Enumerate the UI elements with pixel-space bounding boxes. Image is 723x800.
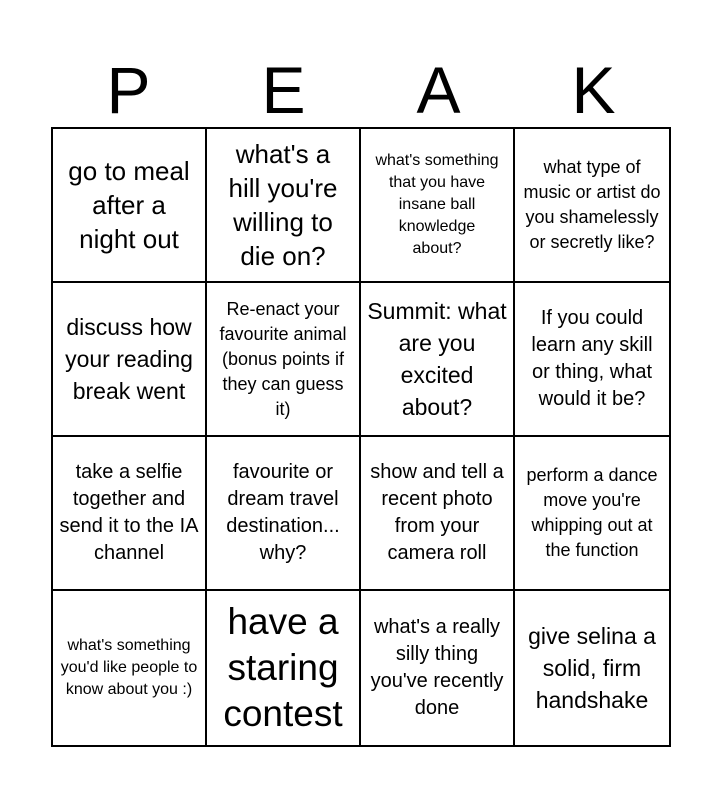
- cell-text: discuss how your reading break went: [65, 314, 193, 404]
- bingo-card: [51, 127, 671, 747]
- bingo-cell[interactable]: [361, 129, 515, 283]
- cell-text: have a staring contest: [223, 601, 343, 734]
- bingo-cell[interactable]: [515, 283, 669, 437]
- bingo-cell[interactable]: [515, 129, 669, 283]
- title-letter-k: K: [571, 53, 616, 127]
- bingo-title: [51, 52, 671, 128]
- cell-text: give selina a solid, firm handshake: [528, 623, 656, 713]
- bingo-cell[interactable]: [515, 591, 669, 745]
- cell-text: go to meal after a night out: [68, 156, 190, 254]
- bingo-cell[interactable]: [53, 129, 207, 283]
- cell-text: If you could learn any skill or thing, what would it be?: [531, 307, 653, 410]
- cell-text: show and tell a recent photo from your camera roll: [370, 461, 504, 564]
- title-letter-e: E: [261, 53, 306, 127]
- bingo-cell[interactable]: [207, 283, 361, 437]
- cell-text: Summit: what are you excited about?: [367, 298, 507, 420]
- bingo-cell[interactable]: [361, 591, 515, 745]
- bingo-cell[interactable]: [207, 129, 361, 283]
- bingo-cell[interactable]: [53, 591, 207, 745]
- bingo-cell[interactable]: [515, 437, 669, 591]
- cell-text: what's something that you have insane ball knowledge about?: [375, 152, 499, 257]
- cell-text: what's a really silly thing you've recently done: [370, 616, 504, 719]
- cell-text: what's a hill you're willing to die on?: [228, 139, 338, 271]
- cell-text: what's something you'd like people to know about you :): [60, 637, 198, 698]
- cell-text: take a selfie together and send it to the IA channel: [59, 461, 199, 564]
- bingo-cell[interactable]: [207, 437, 361, 591]
- bingo-cell[interactable]: [207, 591, 361, 745]
- cell-text: perform a dance move you're whipping out at the function: [526, 465, 658, 560]
- cell-text: what type of music or artist do you shamelessly or secretly like?: [523, 157, 661, 252]
- title-letter-p: P: [106, 53, 151, 127]
- title-letter-a: A: [416, 53, 461, 127]
- bingo-cell[interactable]: [53, 437, 207, 591]
- bingo-cell[interactable]: [361, 283, 515, 437]
- cell-text: favourite or dream travel destination... why?: [226, 461, 340, 564]
- bingo-cell[interactable]: [53, 283, 207, 437]
- bingo-cell[interactable]: [361, 437, 515, 591]
- cell-text: Re-enact your favourite animal (bonus points if they can guess it): [219, 298, 347, 419]
